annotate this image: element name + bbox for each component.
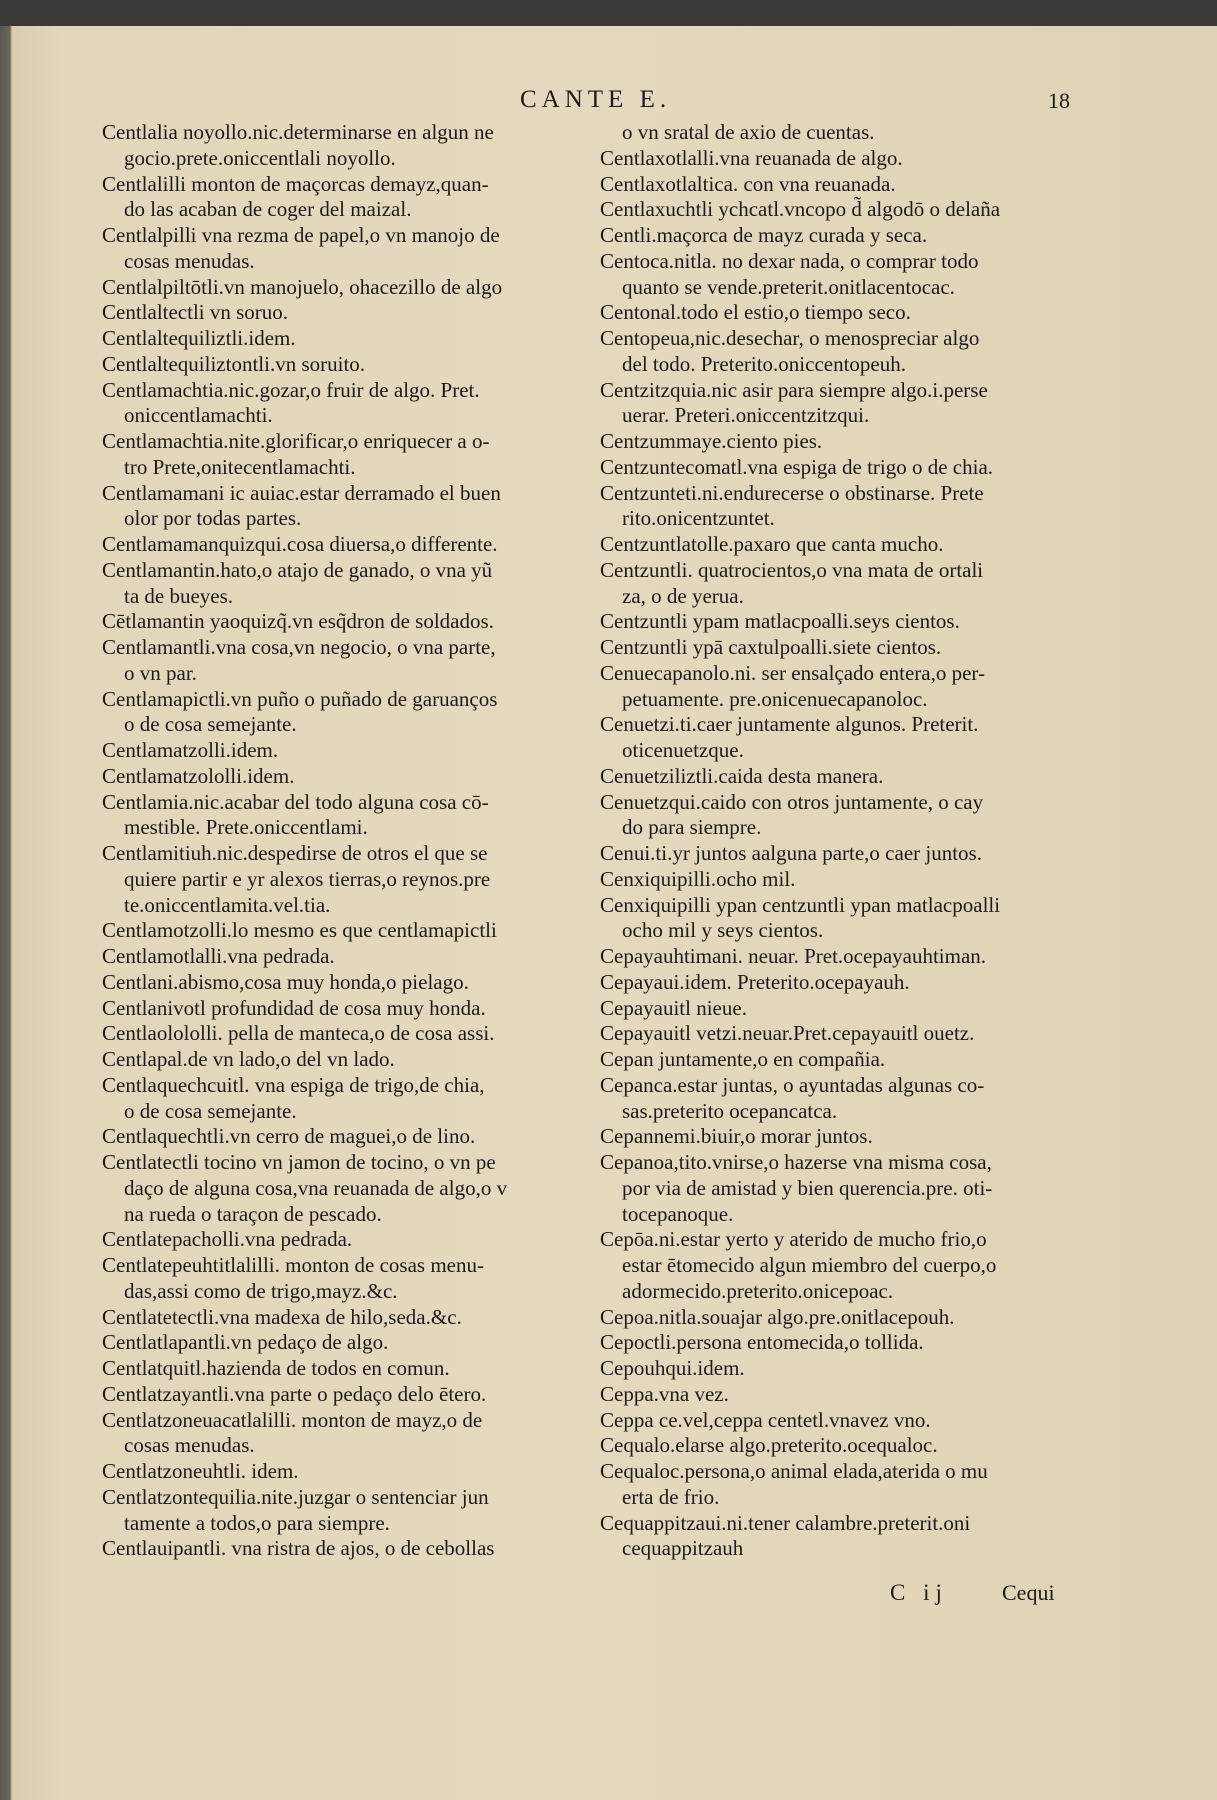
running-head: CANTE E. [520, 86, 672, 113]
entry-headline: Cepanca.estar juntas, o ayuntadas algunas co- [600, 1072, 985, 1097]
dictionary-entry [102, 1253, 602, 1305]
entry-headline: Centlaltequiliztontli.vn soruito. [102, 351, 366, 376]
entry-continuation: cosas menudas. [124, 248, 255, 273]
dictionary-entry [600, 1124, 1100, 1150]
dictionary-entry [102, 1305, 602, 1331]
entry-headline: Ceppa.vna vez. [600, 1381, 729, 1406]
entry-continuation: del todo. Preterito.oniccentopeuh. [622, 351, 907, 376]
dictionary-entry [102, 1150, 602, 1227]
dictionary-entry [600, 635, 1100, 661]
entry-headline: Cepoctli.persona entomecida,o tollida. [600, 1330, 924, 1355]
entry-headline: Centlatzoneuhtli. idem. [102, 1459, 299, 1483]
catchword: Cequi [1002, 1580, 1055, 1605]
entry-headline: Cenui.ti.yr juntos aalguna parte,o caer juntos. [600, 841, 982, 865]
dictionary-entry [600, 146, 1100, 172]
entry-continuation: das,assi como de trigo,mayz.&c. [124, 1278, 398, 1303]
dictionary-entry [102, 275, 602, 301]
dictionary-entry [600, 867, 1100, 893]
entry-headline: Cētlamantin yaoquizq̃.vn esq̃dron de soldados. [102, 609, 494, 634]
dictionary-entry [102, 790, 602, 842]
entry-continuation: petuamente. pre.onicenuecapanoloc. [622, 686, 928, 711]
entry-continuation: rito.onicentzuntet. [622, 506, 775, 531]
entry-headline: Centlamantli.vna cosa,vn negocio, o vna parte, [102, 635, 496, 659]
entry-headline: Centlaxotlaltica. con vna reuanada. [600, 171, 896, 196]
entry-headline: Centlaquechtli.vn cerro de maguei,o de lino. [102, 1124, 476, 1149]
entry-continuation: cosas menudas. [124, 1433, 255, 1458]
entry-continuation: za, o de yerua. [622, 583, 744, 608]
dictionary-entry [102, 1459, 602, 1485]
entry-headline: Centlatetectli.vna madexa de hilo,seda.&c. [102, 1304, 462, 1329]
dictionary-entry [600, 1150, 1100, 1227]
entry-continuation: cequappitzauh [622, 1536, 744, 1561]
entry-continuation: olor por todas partes. [124, 506, 302, 531]
entry-headline: Cepanoa,tito.vnirse,o hazerse vna misma cosa, [600, 1150, 992, 1174]
dictionary-entry [102, 1124, 602, 1150]
entry-headline: Centlatzayantli.vna parte o pedaço delo ētero. [102, 1381, 487, 1406]
entry-continuation: te.oniccentlamita.vel.tia. [124, 892, 331, 917]
entry-continuation: do las acaban de coger del maizal. [124, 197, 412, 222]
entry-headline: Centzuntli ypā caxtulpoalli.siete cientos. [600, 635, 942, 659]
entry-headline: Cepayauitl nieue. [600, 995, 747, 1020]
dictionary-entry [102, 1485, 602, 1537]
dictionary-entry [600, 841, 1100, 867]
dictionary-entry [102, 841, 602, 918]
entry-headline: Centlamatzololli.idem. [102, 763, 295, 788]
dictionary-entry [600, 764, 1100, 790]
dictionary-entry [102, 300, 602, 326]
entry-continuation: o de cosa semejante. [124, 1098, 297, 1123]
dictionary-entry [600, 1227, 1100, 1304]
dictionary-entry [600, 1330, 1100, 1356]
entry-headline: Cepoa.nitla.souajar algo.pre.onitlacepouh. [600, 1304, 955, 1329]
entry-continuation: o vn sratal de axio de cuentas. [622, 120, 875, 144]
dictionary-entry [600, 481, 1100, 533]
entry-continuation: oticenuetzque. [622, 738, 744, 762]
entry-headline: Cenuetzqui.caido con otros juntamente, o cay [600, 789, 984, 814]
dictionary-entry [600, 223, 1100, 249]
entry-headline: Centlaxotlalli.vna reuanada de algo. [600, 145, 903, 170]
dictionary-entry [600, 249, 1100, 301]
entry-headline: Centlalpilli vna rezma de papel,o vn manojo de [102, 223, 500, 247]
dictionary-entry [102, 609, 602, 635]
dictionary-entry [600, 1433, 1100, 1459]
dictionary-entry [102, 944, 602, 970]
dictionary-entry [600, 455, 1100, 481]
entry-headline: Centonal.todo el estio,o tiempo seco. [600, 300, 911, 325]
dictionary-entry [600, 197, 1100, 223]
entry-headline: Centlatectli tocino vn jamon de tocino, o vn pe [102, 1150, 496, 1174]
dictionary-entry [600, 172, 1100, 198]
dictionary-entry [600, 1073, 1100, 1125]
entry-headline: Centlatepeuhtitlalilli. monton de cosas menu- [102, 1253, 484, 1277]
dictionary-entry [600, 378, 1100, 430]
dictionary-entry [102, 738, 602, 764]
dictionary-entry [600, 790, 1100, 842]
entry-headline: Centlapal.de vn lado,o del vn lado. [102, 1047, 395, 1071]
dictionary-entry [600, 532, 1100, 558]
entry-headline: Cepayaui.idem. Preterito.ocepayauh. [600, 969, 910, 994]
scan-top-edge [0, 0, 1217, 26]
dictionary-entry [102, 1408, 602, 1460]
entry-continuation: na rueda o taraçon de pescado. [124, 1201, 382, 1226]
entry-continuation: quiere partir e yr alexos tierras,o reynos.pre [124, 866, 491, 891]
entry-headline: Centlaltequiliztli.idem. [102, 326, 296, 350]
entry-headline: Cepōa.ni.estar yerto y aterido de mucho frio,o [600, 1227, 987, 1252]
dictionary-entry [102, 326, 602, 352]
entry-headline: Centzummaye.ciento pies. [600, 429, 823, 453]
page-number: 18 [1048, 88, 1070, 113]
entry-headline: Centlanivotl profundidad de cosa muy honda. [102, 995, 486, 1020]
entry-continuation: sas.preterito ocepancatca. [622, 1098, 838, 1123]
entry-continuation: oniccentlamachti. [124, 403, 273, 428]
dictionary-entry [102, 1227, 602, 1253]
entry-continuation: gocio.prete.oniccentlali noyollo. [124, 145, 396, 170]
entry-continuation: tamente a todos,o para siempre. [124, 1510, 390, 1535]
entry-headline: Centlatquitl.hazienda de todos en comun. [102, 1356, 450, 1380]
dictionary-entry [102, 352, 602, 378]
dictionary-entry [600, 712, 1100, 764]
entry-headline: Centlaxuchtli ychcatl.vncopo d̃ algodō o delaña [600, 197, 1001, 222]
dictionary-entry [600, 1511, 1100, 1563]
dictionary-entry [102, 378, 602, 430]
entry-headline: Centzunteti.ni.endurecerse o obstinarse. Prete [600, 480, 984, 505]
entry-continuation: ta de bueyes. [124, 583, 234, 608]
entry-headline: Centlani.abismo,cosa muy honda,o pielago. [102, 969, 469, 994]
entry-headline: Centlatlapantli.vn pedaço de algo. [102, 1330, 389, 1355]
entry-headline: Centlatzoneuacatlalilli. monton de mayz,o de [102, 1407, 483, 1432]
entry-headline: Centlamantin.hato,o atajo de ganado, o vna yũ [102, 557, 493, 582]
entry-headline: Cepannemi.biuir,o morar juntos. [600, 1124, 873, 1149]
dictionary-entry [600, 1021, 1100, 1047]
entry-continuation: erta de frio. [622, 1484, 720, 1509]
entry-headline: Cepan juntamente,o en compañia. [600, 1047, 886, 1071]
entry-headline: Centzuntecomatl.vna espiga de trigo o de chia. [600, 454, 994, 479]
entry-continuation: tocepanoque. [622, 1201, 734, 1226]
entry-continuation: o vn par. [124, 660, 197, 685]
entry-headline: Cepouhqui.idem. [600, 1356, 745, 1380]
dictionary-entry [600, 558, 1100, 610]
dictionary-entry [600, 300, 1100, 326]
dictionary-entry [102, 1047, 602, 1073]
dictionary-entry [600, 1408, 1100, 1434]
dictionary-entry [600, 893, 1100, 945]
dictionary-entry [102, 918, 602, 944]
dictionary-entry [102, 558, 602, 610]
entry-headline: Cenuetziliztli.caida desta manera. [600, 763, 884, 788]
dictionary-entry [102, 1536, 602, 1562]
dictionary-entry [102, 1330, 602, 1356]
dictionary-entry [600, 661, 1100, 713]
entry-headline: Centlalpiltōtli.vn manojuelo, ohacezillo de algo [102, 274, 503, 299]
entry-headline: Centzuntli. quatrocientos,o vna mata de ortali [600, 557, 984, 582]
entry-headline: Centlatepacholli.vna pedrada. [102, 1227, 353, 1252]
entry-headline: Centlamotlalli.vna pedrada. [102, 944, 335, 968]
entry-continuation: adormecido.preterito.onicepoac. [622, 1278, 894, 1303]
entry-headline: Centlaolololli. pella de manteca,o de cosa assi. [102, 1021, 495, 1046]
dictionary-entry [102, 996, 602, 1022]
entry-headline: Centzuntli ypam matlacpoalli.seys cientos. [600, 609, 960, 634]
dictionary-entry [600, 1356, 1100, 1382]
entry-continuation: ocho mil y seys cientos. [622, 918, 824, 943]
entry-continuation: o de cosa semejante. [124, 712, 297, 737]
entry-headline: Centlamachtia.nic.gozar,o fruir de algo. Pret. [102, 377, 480, 402]
entry-continuation: mestible. Prete.oniccentlami. [124, 815, 368, 840]
entry-headline: Centlamatzolli.idem. [102, 738, 279, 762]
dictionary-entry [600, 120, 1100, 146]
entry-continuation: uerar. Preteri.oniccentzitzqui. [622, 403, 870, 428]
dictionary-entry [600, 1382, 1100, 1408]
entry-continuation: tro Prete,onitecentlamachti. [124, 454, 356, 479]
dictionary-entry [102, 970, 602, 996]
entry-headline: Centli.maçorca de mayz curada y seca. [600, 223, 928, 247]
entry-headline: Centlamitiuh.nic.despedirse de otros el que se [102, 841, 488, 865]
entry-headline: Centzitzquia.nic asir para siempre algo.i.perse [600, 377, 988, 402]
entry-headline: Centlamotzolli.lo mesmo es que centlamapictli [102, 918, 497, 943]
entry-headline: Centlalilli monton de maçorcas demayz,quan- [102, 171, 489, 196]
entry-headline: Cequaloc.persona,o animal elada,aterida o mu [600, 1459, 988, 1483]
dictionary-entry [102, 223, 602, 275]
entry-continuation: do para siempre. [622, 815, 762, 840]
dictionary-entry [102, 1021, 602, 1047]
dictionary-entry [102, 687, 602, 739]
entry-headline: Centzuntlatolle.paxaro que canta mucho. [600, 532, 944, 556]
right-column [600, 120, 1100, 1562]
dictionary-entry [600, 944, 1100, 970]
entry-headline: Centlaltectli vn soruo. [102, 300, 289, 325]
dictionary-entry [600, 1047, 1100, 1073]
dictionary-entry [600, 326, 1100, 378]
entry-headline: Centlatzontequilia.nite.juzgar o sentenciar jun [102, 1484, 489, 1509]
dictionary-entry [102, 1356, 602, 1382]
dictionary-entry [102, 764, 602, 790]
entry-continuation: quanto se vende.preterit.onitlacentocac. [622, 274, 955, 299]
dictionary-entry [102, 481, 602, 533]
dictionary-entry [600, 1305, 1100, 1331]
dictionary-entry [600, 1459, 1100, 1511]
entry-headline: Centlamapictli.vn puño o puñado de garuanços [102, 686, 498, 711]
left-column [102, 120, 602, 1562]
entry-headline: Cenxiquipilli.ocho mil. [600, 866, 796, 891]
entry-headline: Centoca.nitla. no dexar nada, o comprar todo [600, 248, 979, 273]
entry-headline: Centlamachtia.nite.glorificar,o enriquecer a o- [102, 429, 490, 453]
entry-continuation: estar ētomecido algun miembro del cuerpo,o [622, 1253, 997, 1277]
dictionary-entry [102, 429, 602, 481]
entry-headline: Cepayauhtimani. neuar. Pret.ocepayauhtiman. [600, 944, 987, 968]
dictionary-entry [600, 996, 1100, 1022]
entry-headline: Cepayauitl vetzi.neuar.Pret.cepayauitl ouetz. [600, 1021, 975, 1046]
entry-headline: Ceppa ce.vel,ceppa centetl.vnavez vno. [600, 1407, 931, 1432]
dictionary-entry [102, 635, 602, 687]
entry-headline: Centlamamanquizqui.cosa diuersa,o differente. [102, 532, 498, 556]
signature-mark: C ij [890, 1580, 948, 1605]
dictionary-entry [102, 120, 602, 172]
entry-headline: Centlamamani ic auiac.estar derramado el buen [102, 480, 501, 505]
dictionary-entry [102, 1073, 602, 1125]
dictionary-entry [600, 609, 1100, 635]
entry-headline: Centlaquechcuitl. vna espiga de trigo,de chia, [102, 1072, 485, 1097]
entry-headline: Centopeua,nic.desechar, o menospreciar algo [600, 326, 980, 350]
entry-continuation: por via de amistad y bien querencia.pre. oti- [622, 1175, 993, 1200]
dictionary-entry [102, 1382, 602, 1408]
entry-headline: Cenuetzi.ti.caer juntamente algunos. Preterit. [600, 712, 979, 737]
entry-headline: Cequalo.elarse algo.preterito.ocequaloc. [600, 1433, 938, 1458]
entry-headline: Centlalia noyollo.nic.determinarse en algun ne [102, 120, 494, 144]
entry-continuation: daço de alguna cosa,vna reuanada de algo,o v [124, 1175, 508, 1200]
dictionary-entry [102, 532, 602, 558]
entry-headline: Cenuecapanolo.ni. ser ensalçado entera,o per- [600, 660, 985, 685]
entry-headline: Centlauipantli. vna ristra de ajos, o de cebollas [102, 1536, 495, 1561]
dictionary-entry [102, 172, 602, 224]
dictionary-entry [600, 429, 1100, 455]
entry-headline: Cequappitzaui.ni.tener calambre.preterit.oni [600, 1510, 971, 1535]
dictionary-entry [600, 970, 1100, 996]
entry-headline: Cenxiquipilli ypan centzuntli ypan matlacpoalli [600, 892, 1001, 917]
entry-headline: Centlamia.nic.acabar del todo alguna cosa cō- [102, 789, 489, 814]
